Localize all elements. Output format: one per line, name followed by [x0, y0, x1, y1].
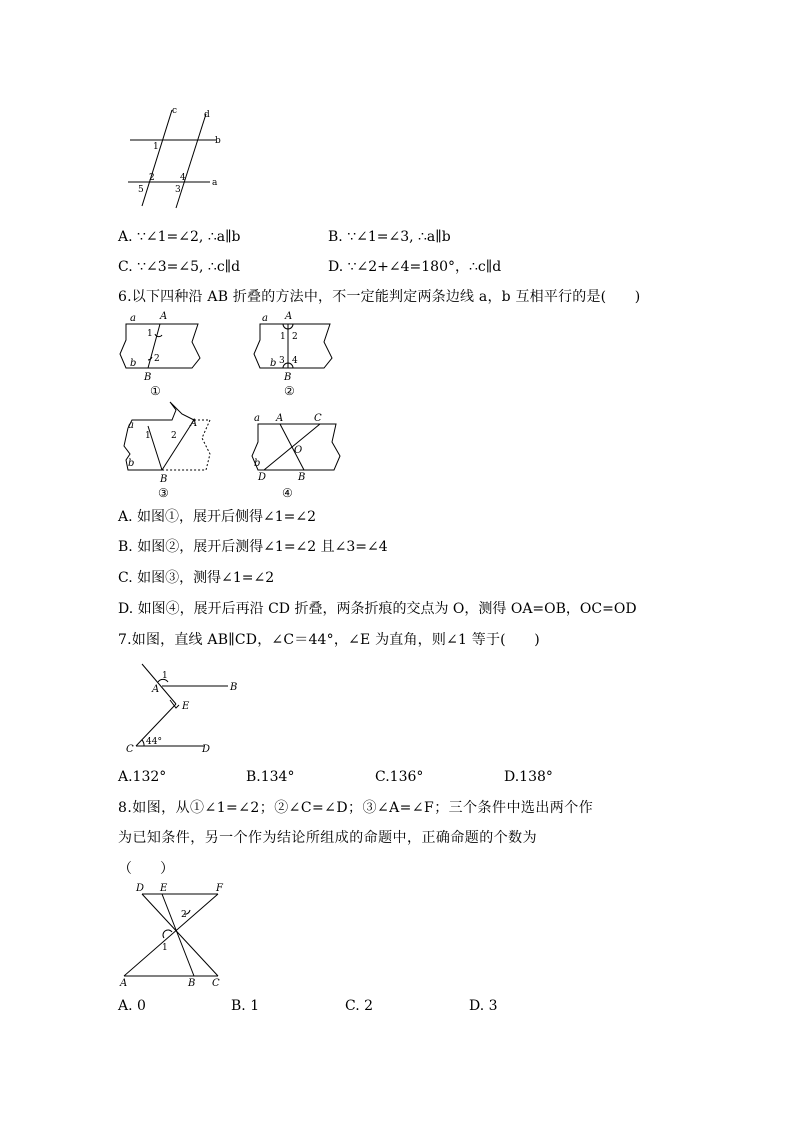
q8-label-E: E: [160, 883, 168, 894]
q8-stem-line-1: 8.如图，从①∠1=∠2；②∠C=∠D；③∠A=∠F；三个条件中选出两个作: [118, 800, 594, 816]
q5-option-c: C. ∵∠3=∠5, ∴c∥d: [118, 259, 241, 275]
q6-f2-angle-2: 2: [292, 332, 298, 342]
q6-f1-caption: ①: [150, 384, 161, 398]
q6-f4-label-b: b: [254, 458, 261, 469]
q8-option-a: A. 0: [118, 998, 146, 1014]
q7-angle-44: 44°: [146, 737, 162, 747]
q8-angle-2: 2: [181, 910, 187, 920]
q5-option-a: A. ∵∠1=∠2, ∴a∥b: [118, 229, 241, 245]
q6-f2-label-a: a: [262, 313, 268, 324]
q6-f4-label-A: A: [276, 413, 284, 424]
q6-option-b: B. 如图②，展开后测得∠1=∠2 且∠3=∠4: [118, 539, 388, 555]
q8-label-A: A: [120, 978, 128, 989]
q6-f2-caption: ②: [284, 384, 295, 398]
q6-f2-angle-1: 1: [280, 332, 286, 342]
q6-option-d: D. 如图④，展开后再沿 CD 折叠，两条折痕的交点为 O，测得 OA=OB，OC=OD: [118, 601, 637, 617]
q6-figure-2: [250, 308, 342, 398]
q7-option-b: B.134°: [246, 769, 295, 785]
q8-stem-line-2: 为已知条件，另一个作为结论所组成的命题中，正确命题的个数为: [118, 830, 538, 846]
q6-f1-label-B: B: [144, 372, 152, 383]
q7-option-a: A.132°: [118, 769, 167, 785]
q6-f1-angle-1: 1: [147, 329, 153, 339]
q6-f1-label-A: A: [160, 311, 168, 322]
angle-3: 3: [175, 185, 181, 195]
q7-label-B: B: [230, 682, 238, 693]
q7-label-C: C: [126, 744, 134, 755]
q7-option-c: C.136°: [375, 769, 424, 785]
q7-right-angle-mark: [170, 700, 179, 708]
q6-f2-angle-4: 4: [292, 356, 298, 366]
q6-f1-label-b: b: [130, 358, 137, 369]
q6-f3-angle-2: 2: [171, 431, 177, 441]
q6-f4-label-a: a: [254, 413, 260, 424]
q6-f1-label-a: a: [130, 313, 136, 324]
q8-option-b: B. 1: [231, 998, 260, 1014]
angle-4: 4: [180, 173, 186, 183]
label-b: b: [215, 136, 221, 146]
q7-label-A: A: [152, 684, 160, 695]
q6-option-c: C. 如图③，测得∠1=∠2: [118, 570, 275, 586]
q8-label-D: D: [136, 883, 145, 894]
q5-option-d: D. ∵∠2+∠4=180°，∴c∥d: [328, 259, 502, 275]
q7-angle-1: 1: [162, 671, 168, 681]
q6-f4-caption: ④: [282, 486, 293, 500]
q8-line-EB: [162, 894, 194, 976]
q8-angle-1: 1: [162, 943, 168, 953]
q6-f2-label-b: b: [270, 358, 277, 369]
q8-line-DC: [142, 894, 218, 976]
q6-f2-angle-3: 3: [279, 356, 285, 366]
angle-2: 2: [149, 173, 155, 183]
label-d: d: [204, 110, 210, 120]
q6-figure-3: [118, 398, 218, 500]
label-c: c: [172, 106, 178, 116]
label-a: a: [212, 178, 218, 188]
q6-f4-label-D: D: [258, 472, 267, 483]
q8-line-AF: [124, 894, 218, 976]
q6-f4-label-O: O: [294, 445, 303, 456]
q6-stem: 6.以下四种沿 AB 折叠的方法中，不一定能判定两条边线 a，b 互相平行的是( ): [118, 289, 641, 305]
q7-label-E: E: [182, 701, 190, 712]
q7-label-D: D: [202, 744, 211, 755]
q6-f3-label-A: A: [190, 418, 198, 429]
q8-label-B: B: [188, 978, 196, 989]
q6-figure-4: [248, 398, 348, 500]
q6-f3-label-B: B: [160, 474, 168, 485]
q8-label-C: C: [212, 978, 220, 989]
q6-f3-label-a: a: [128, 420, 134, 431]
q6-f3-label-b: b: [128, 458, 135, 469]
q8-stem-line-3: （ ）: [118, 861, 174, 877]
line-c: [142, 110, 172, 206]
q6-f2-label-A: A: [285, 311, 293, 322]
q6-f3-caption: ③: [158, 486, 169, 500]
q6-figure-1: [114, 308, 208, 398]
q7-figure: [120, 660, 250, 760]
q8-option-d: D. 3: [469, 998, 498, 1014]
q6-f4-label-C: C: [314, 413, 322, 424]
q6-f1-angle-2: 2: [154, 354, 160, 364]
q7-option-d: D.138°: [504, 769, 553, 785]
q8-option-c: C. 2: [345, 998, 374, 1014]
q6-f2-label-B: B: [284, 372, 292, 383]
q6-option-a: A. 如图①，展开后侧得∠1=∠2: [118, 509, 317, 525]
q8-figure: [114, 880, 234, 990]
q6-f3-angle-1: 1: [145, 431, 151, 441]
q8-label-F: F: [216, 883, 223, 894]
angle-5: 5: [138, 185, 144, 195]
figure-transversals: [120, 102, 230, 212]
q5-option-b: B. ∵∠1=∠3, ∴a∥b: [328, 229, 451, 245]
q6-f4-label-B: B: [298, 472, 306, 483]
angle-1: 1: [153, 142, 159, 152]
q7-stem: 7.如图，直线 AB∥CD，∠C＝44°，∠E 为直角，则∠1 等于( ): [118, 632, 540, 648]
